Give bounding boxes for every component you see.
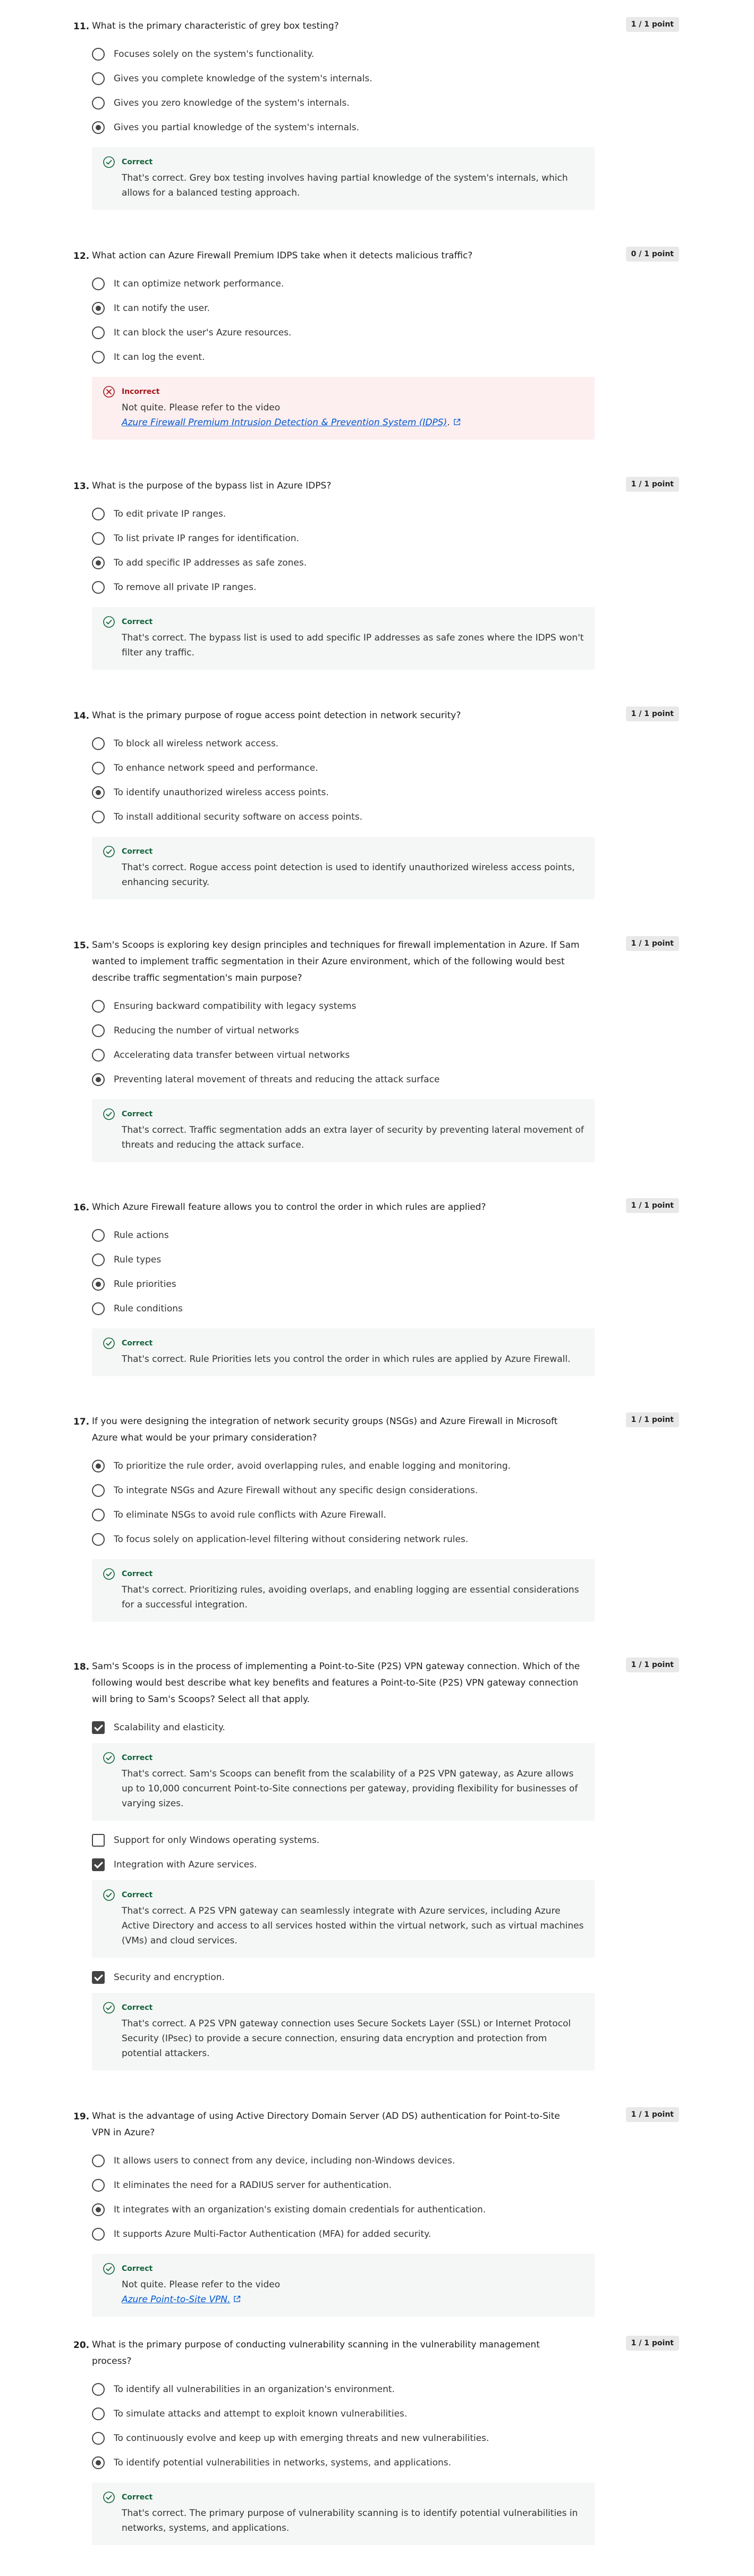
feedback-status: Correct (122, 2003, 153, 2012)
feedback-header (103, 1889, 584, 1901)
checkbox-item (92, 1715, 679, 1821)
question-11 (73, 21, 679, 210)
feedback-box (92, 377, 595, 440)
link-suffix: . (447, 417, 450, 428)
feedback-box (92, 1099, 595, 1162)
feedback-status: Correct (122, 158, 153, 166)
option-label: To simulate attacks and attempt to exploit known vulnerabilities. (114, 2409, 408, 2419)
question-17 (73, 1417, 679, 1622)
option-label: To identify unauthorized wireless access points. (114, 787, 329, 798)
radio-button[interactable] (92, 48, 105, 61)
answer-option[interactable] (92, 66, 679, 91)
answer-option[interactable] (92, 321, 679, 345)
feedback-status: Incorrect (122, 388, 160, 396)
answer-option[interactable] (92, 575, 679, 600)
question-number: 19. (73, 2111, 90, 2122)
answer-option[interactable] (92, 115, 679, 140)
option-label: To identify potential vulnerabilities in networks, systems, and applications. (114, 2457, 452, 2468)
option-label: It eliminates the need for a RADIUS server for authentication. (114, 2180, 392, 2191)
question-number: 12. (73, 251, 90, 262)
feedback-message: That's correct. A P2S VPN gateway can seamlessly integrate with Azure services, including Azure Active Directory and access to all services hosted within the virtual network, such as virtual machines (VMs) and cloud services. (122, 1906, 584, 1946)
video-link[interactable]: Azure Point-to-Site VPN. (122, 2294, 231, 2305)
answer-option[interactable] (92, 1828, 679, 1853)
answer-option[interactable] (92, 1223, 679, 1248)
correct-check-icon (103, 616, 115, 628)
radio-selected[interactable] (92, 786, 105, 799)
points-badge: 1 / 1 point (626, 2336, 679, 2351)
question-number: 18. (73, 1662, 90, 1672)
option-label: Security and encryption. (114, 1972, 225, 1983)
option-label: To continuously evolve and keep up with emerging threats and new vulnerabilities. (114, 2433, 489, 2444)
question-12 (73, 251, 679, 440)
answer-option[interactable] (92, 805, 679, 829)
points-badge: 1 / 1 point (626, 477, 679, 492)
answer-option[interactable] (92, 731, 679, 756)
question-13 (73, 481, 679, 670)
feedback-header (103, 2262, 584, 2275)
answer-option[interactable] (92, 756, 679, 780)
options-list (92, 272, 679, 369)
options-list (92, 994, 679, 1092)
feedback-text (122, 1123, 584, 1152)
feedback-header (103, 616, 584, 628)
radio-button[interactable] (92, 1049, 105, 1062)
feedback-message: That's correct. Prioritizing rules, avoiding overlaps, and enabling logging are essential considerations for a successful integration. (122, 1585, 579, 1610)
radio-button[interactable] (92, 508, 105, 520)
question-20 (73, 2340, 679, 2545)
feedback-text (122, 1766, 584, 1811)
feedback-box (92, 1743, 595, 1821)
answer-option[interactable] (92, 2149, 679, 2173)
feedback-box (92, 837, 595, 899)
correct-check-icon (103, 845, 115, 858)
incorrect-icon (103, 385, 115, 398)
option-label: Gives you complete knowledge of the system's internals. (114, 73, 372, 84)
checkbox-item (92, 1853, 679, 1958)
radio-selected[interactable] (92, 302, 105, 315)
option-label: It can optimize network performance. (114, 279, 284, 289)
checkbox-checked[interactable] (92, 1858, 105, 1871)
options-list (92, 2149, 679, 2246)
answer-option[interactable] (92, 1272, 679, 1297)
question-number: 17. (73, 1417, 90, 1427)
radio-button[interactable] (92, 1533, 105, 1546)
points-badge: 1 / 1 point (626, 706, 679, 721)
question-number: 15. (73, 940, 90, 951)
feedback-box (92, 2482, 595, 2545)
feedback-message: Not quite. Please refer to the video (122, 2279, 281, 2290)
question-header (73, 1202, 679, 1216)
external-link-icon (453, 418, 461, 426)
option-label: Gives you zero knowledge of the system's internals. (114, 98, 350, 108)
option-label: To identify all vulnerabilities in an organization's environment. (114, 2384, 395, 2395)
feedback-box (92, 1328, 595, 1376)
feedback-box (92, 2254, 595, 2317)
option-label: Rule conditions (114, 1303, 183, 1314)
correct-check-icon (103, 1889, 115, 1901)
radio-button[interactable] (92, 532, 105, 545)
checkbox-checked[interactable] (92, 1971, 105, 1984)
answer-option[interactable] (92, 2451, 679, 2475)
question-14 (73, 711, 679, 899)
answer-option[interactable] (92, 1853, 679, 1877)
option-label: Reducing the number of virtual networks (114, 1025, 299, 1036)
feedback-box (92, 1993, 595, 2070)
answer-option[interactable] (92, 91, 679, 115)
option-label: It can log the event. (114, 352, 205, 363)
option-label: Preventing lateral movement of threats and reducing the attack surface (114, 1074, 440, 1085)
feedback-header (103, 1337, 584, 1350)
radio-button[interactable] (92, 97, 105, 110)
correct-check-icon (103, 1108, 115, 1121)
question-text: If you were designing the integration of network security groups (NSGs) and Azure Firewall in Microsoft Azure what would be your primary consideration? (92, 1416, 558, 1443)
radio-selected[interactable] (92, 2203, 105, 2216)
question-18 (73, 1662, 679, 2078)
option-label: To integrate NSGs and Azure Firewall without any specific design considerations. (114, 1485, 478, 1496)
feedback-text (122, 2506, 584, 2536)
feedback-header (103, 1752, 584, 1764)
question-15 (73, 940, 679, 1162)
options-list (92, 1454, 679, 1552)
option-label: To block all wireless network access. (114, 738, 279, 749)
radio-button[interactable] (92, 351, 105, 364)
question-header (73, 2111, 679, 2141)
answer-option[interactable] (92, 1248, 679, 1272)
radio-button[interactable] (92, 1000, 105, 1013)
feedback-message: That's correct. Sam's Scoops can benefit from the scalability of a P2S VPN gateway, as Azure allows up to 10,000 concurrent Point-to-Site connections per gateway, providing flexibility for businesses of varying sizes. (122, 1769, 578, 1809)
option-label: Rule actions (114, 1230, 169, 1241)
feedback-status: Correct (122, 2493, 153, 2502)
option-label: It can block the user's Azure resources. (114, 327, 292, 338)
feedback-status: Correct (122, 2264, 153, 2273)
feedback-message: Not quite. Please refer to the video (122, 402, 281, 413)
option-label: Gives you partial knowledge of the system's internals. (114, 122, 359, 133)
option-label: Support for only Windows operating systems. (114, 1835, 320, 1846)
feedback-header (103, 845, 584, 858)
answer-option[interactable] (92, 1503, 679, 1527)
answer-option[interactable] (92, 1715, 679, 1740)
question-16 (73, 1202, 679, 1376)
options-list (92, 2377, 679, 2475)
option-label: Accelerating data transfer between virtual networks (114, 1050, 350, 1060)
option-label: It supports Azure Multi-Factor Authentication (MFA) for added security. (114, 2229, 431, 2240)
feedback-status: Correct (122, 847, 153, 856)
correct-check-icon (103, 2001, 115, 2014)
points-badge: 1 / 1 point (626, 1198, 679, 1213)
question-header (73, 1662, 679, 1708)
radio-selected[interactable] (92, 1278, 105, 1291)
answer-option[interactable] (92, 272, 679, 296)
points-badge: 0 / 1 point (626, 247, 679, 262)
radio-button[interactable] (92, 1253, 105, 1266)
answer-option[interactable] (92, 994, 679, 1018)
question-19 (73, 2111, 679, 2317)
question-text: Sam's Scoops is exploring key design principles and techniques for firewall implementation in Azure. If Sam wanted to implement traffic segmentation in their Azure environment, which of the following would best describe traffic segmentation's main purpose? (92, 940, 580, 983)
feedback-message: That's correct. Rule Priorities lets you control the order in which rules are applied by Azure Firewall. (122, 1354, 571, 1365)
correct-check-icon (103, 1752, 115, 1764)
feedback-text (122, 2277, 584, 2307)
feedback-status: Correct (122, 1754, 153, 1762)
radio-button[interactable] (92, 2432, 105, 2445)
feedback-text (122, 630, 584, 660)
answer-option[interactable] (92, 2173, 679, 2198)
correct-check-icon (103, 1337, 115, 1350)
radio-button[interactable] (92, 811, 105, 823)
feedback-status: Correct (122, 1339, 153, 1348)
option-label: Rule types (114, 1255, 162, 1265)
feedback-status: Correct (122, 1891, 153, 1899)
question-text: What is the primary purpose of conducting vulnerability scanning in the vulnerability management process? (92, 2339, 540, 2367)
points-badge: 1 / 1 point (626, 1412, 679, 1427)
radio-button[interactable] (92, 277, 105, 290)
question-number: 14. (73, 711, 90, 721)
question-text: What is the primary characteristic of grey box testing? (92, 21, 339, 31)
feedback-box (92, 1880, 595, 1958)
question-text: What is the advantage of using Active Directory Domain Server (AD DS) authentication for Point-to-Site VPN in Azure? (92, 2111, 560, 2138)
option-label: To enhance network speed and performance. (114, 763, 318, 773)
video-link[interactable]: Azure Firewall Premium Intrusion Detection & Prevention System (IDPS) (122, 417, 447, 428)
question-header (73, 711, 679, 724)
points-badge: 1 / 1 point (626, 1657, 679, 1672)
answer-option[interactable] (92, 526, 679, 551)
answer-option[interactable] (92, 2402, 679, 2426)
answer-option[interactable] (92, 42, 679, 66)
radio-button[interactable] (92, 1484, 105, 1497)
feedback-box (92, 147, 595, 210)
option-label: To eliminate NSGs to avoid rule conflicts with Azure Firewall. (114, 1510, 386, 1520)
radio-button[interactable] (92, 2383, 105, 2396)
feedback-header (103, 385, 584, 398)
feedback-status: Correct (122, 618, 153, 626)
radio-selected[interactable] (92, 557, 105, 569)
external-link-icon (233, 2295, 241, 2303)
option-label: To focus solely on application-level filtering without considering network rules. (114, 1534, 469, 1545)
answer-option[interactable] (92, 345, 679, 369)
radio-button[interactable] (92, 762, 105, 775)
question-text: What is the primary purpose of rogue access point detection in network security? (92, 710, 461, 721)
radio-button[interactable] (92, 72, 105, 85)
correct-check-icon (103, 2491, 115, 2504)
feedback-header (103, 2491, 584, 2504)
feedback-box (92, 607, 595, 670)
answer-option[interactable] (92, 1454, 679, 1478)
question-header (73, 940, 679, 987)
options-list (92, 1223, 679, 1321)
feedback-header (103, 156, 584, 169)
feedback-header (103, 1568, 584, 1580)
option-label: To edit private IP ranges. (114, 509, 226, 519)
option-label: Ensuring backward compatibility with legacy systems (114, 1001, 357, 1012)
radio-button[interactable] (92, 326, 105, 339)
question-number: 20. (73, 2340, 90, 2351)
option-label: Scalability and elasticity. (114, 1722, 225, 1733)
answer-option[interactable] (92, 1297, 679, 1321)
option-label: To add specific IP addresses as safe zones. (114, 558, 307, 568)
feedback-text (122, 1352, 584, 1367)
question-number: 11. (73, 21, 90, 32)
points-badge: 1 / 1 point (626, 2107, 679, 2122)
points-badge: 1 / 1 point (626, 17, 679, 32)
answer-option[interactable] (92, 296, 679, 321)
question-header (73, 2340, 679, 2370)
feedback-message: That's correct. Traffic segmentation adds an extra layer of security by preventing lateral movement of threats and reducing the attack surface. (122, 1125, 584, 1150)
feedback-status: Correct (122, 1110, 153, 1118)
option-label: Integration with Azure services. (114, 1859, 257, 1870)
options-list (92, 1715, 679, 2070)
radio-button[interactable] (92, 1229, 105, 1242)
radio-selected[interactable] (92, 1073, 105, 1086)
options-list (92, 42, 679, 140)
answer-option[interactable] (92, 780, 679, 805)
option-label: To prioritize the rule order, avoid overlapping rules, and enable logging and monitoring. (114, 1461, 511, 1471)
question-text: Which Azure Firewall feature allows you to control the order in which rules are applied? (92, 1202, 486, 1213)
answer-option[interactable] (92, 1018, 679, 1043)
answer-option[interactable] (92, 1067, 679, 1092)
correct-check-icon (103, 156, 115, 169)
question-text: Sam's Scoops is in the process of implementing a Point-to-Site (P2S) VPN gateway connection. Which of the following would best describe what key benefits and features a Point-to-Site (P2S) VPN gateway connection will bring to Sam's Scoops? Select all that apply. (92, 1661, 580, 1705)
feedback-text (122, 400, 584, 430)
answer-option[interactable] (92, 1478, 679, 1503)
question-number: 16. (73, 1202, 90, 1213)
radio-button[interactable] (92, 2407, 105, 2420)
radio-button[interactable] (92, 737, 105, 750)
feedback-message: That's correct. The bypass list is used to add specific IP addresses as safe zones where the IDPS won't filter any traffic. (122, 633, 584, 658)
option-label: To install additional security software on access points. (114, 812, 362, 822)
feedback-message: That's correct. A P2S VPN gateway connection uses Secure Sockets Layer (SSL) or Internet Protocol Security (IPsec) to provide a secure connection, ensuring data encryption and protection from potential attackers. (122, 2018, 571, 2059)
answer-option[interactable] (92, 502, 679, 526)
answer-option[interactable] (92, 2426, 679, 2451)
option-label: It allows users to connect from any device, including non-Windows devices. (114, 2156, 455, 2166)
options-list (92, 731, 679, 829)
checkbox-item (92, 1965, 679, 2070)
option-label: It integrates with an organization's existing domain credentials for authentication. (114, 2204, 486, 2215)
radio-button[interactable] (92, 2179, 105, 2192)
feedback-header (103, 2001, 584, 2014)
checkbox-checked[interactable] (92, 1721, 105, 1734)
feedback-header (103, 1108, 584, 1121)
radio-button[interactable] (92, 581, 105, 594)
radio-button[interactable] (92, 1302, 105, 1315)
option-label: To list private IP ranges for identification. (114, 533, 299, 544)
question-header (73, 21, 679, 35)
question-text: What action can Azure Firewall Premium IDPS take when it detects malicious traffic? (92, 250, 473, 261)
feedback-text (122, 2016, 584, 2061)
points-badge: 1 / 1 point (626, 936, 679, 951)
question-header (73, 481, 679, 494)
feedback-status: Correct (122, 1570, 153, 1578)
question-number: 13. (73, 481, 90, 492)
correct-check-icon (103, 2262, 115, 2275)
question-text: What is the purpose of the bypass list in Azure IDPS? (92, 481, 332, 491)
question-header (73, 251, 679, 264)
question-header (73, 1417, 679, 1446)
radio-button[interactable] (92, 2228, 105, 2241)
answer-option[interactable] (92, 551, 679, 575)
radio-selected[interactable] (92, 121, 105, 134)
feedback-message: That's correct. Grey box testing involves having partial knowledge of the system's internals, which allows for a balanced testing approach. (122, 173, 568, 198)
checkbox[interactable] (92, 1834, 105, 1847)
answer-option[interactable] (92, 2222, 679, 2246)
radio-selected[interactable] (92, 1460, 105, 1472)
options-list (92, 502, 679, 600)
feedback-text (122, 860, 584, 890)
feedback-message: That's correct. Rogue access point detection is used to identify unauthorized wireless access points, enhancing security. (122, 862, 575, 888)
answer-option[interactable] (92, 2377, 679, 2402)
radio-button[interactable] (92, 1509, 105, 1521)
checkbox-item (92, 1828, 679, 1853)
radio-selected[interactable] (92, 2456, 105, 2469)
feedback-message: That's correct. The primary purpose of vulnerability scanning is to identify potential vulnerabilities in networks, systems, and applications. (122, 2508, 578, 2533)
answer-option[interactable] (92, 1965, 679, 1990)
radio-button[interactable] (92, 2154, 105, 2167)
answer-option[interactable] (92, 2198, 679, 2222)
option-label: To remove all private IP ranges. (114, 582, 257, 593)
option-label: Focuses solely on the system's functionality. (114, 49, 315, 60)
feedback-text (122, 1904, 584, 1948)
answer-option[interactable] (92, 1527, 679, 1552)
option-label: It can notify the user. (114, 303, 210, 314)
feedback-text (122, 1582, 584, 1612)
feedback-box (92, 1559, 595, 1622)
feedback-text (122, 171, 584, 200)
correct-check-icon (103, 1568, 115, 1580)
option-label: Rule priorities (114, 1279, 176, 1290)
radio-button[interactable] (92, 1024, 105, 1037)
answer-option[interactable] (92, 1043, 679, 1067)
